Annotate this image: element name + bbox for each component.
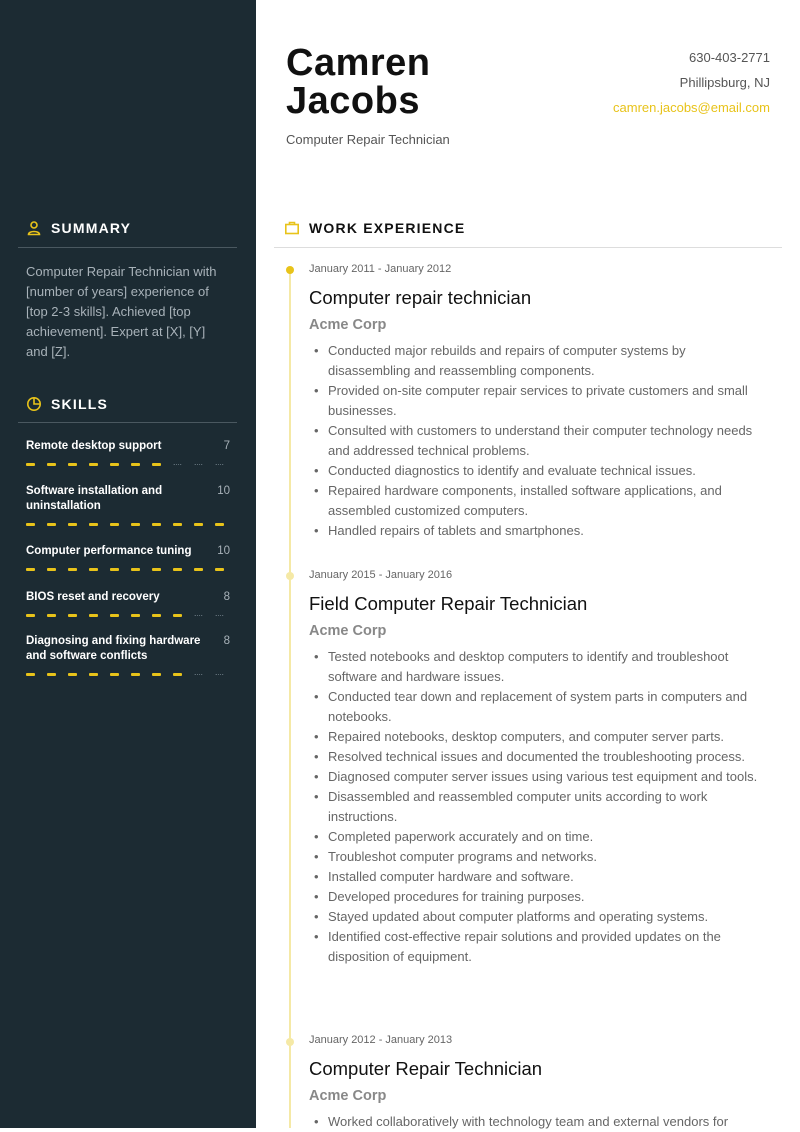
- skill-segment-empty: [194, 615, 203, 617]
- skill-segment-filled: [173, 614, 182, 617]
- skill-segment-filled: [131, 463, 140, 466]
- job-bullet: • Diagnosed computer server issues using various test equipment and tools.: [309, 767, 771, 787]
- skill-segment-filled: [68, 523, 77, 526]
- skill-segment-filled: [110, 463, 119, 466]
- job-date: January 2012 - January 2013: [309, 1034, 453, 1046]
- candidate-name: [286, 44, 546, 120]
- job-bullet: • Repaired notebooks, desktop computers, and computer server parts.: [309, 727, 771, 747]
- skill-segment-empty: [215, 615, 224, 617]
- summary-heading: [26, 220, 131, 236]
- skills-heading-label: SKILLS: [51, 396, 108, 412]
- job-bullets: [309, 341, 771, 541]
- job-company: Acme Corp: [309, 1088, 387, 1104]
- skill-segment-filled: [110, 523, 119, 526]
- job-title: Computer Repair Technician: [309, 1058, 543, 1079]
- skill-level: 7: [223, 440, 230, 452]
- skill-segment-filled: [173, 673, 182, 676]
- skill-segment-empty: [194, 464, 203, 466]
- main-content: [256, 0, 800, 1128]
- skill-segment-filled: [152, 614, 161, 617]
- skill-segment-filled: [152, 673, 161, 676]
- skill-name: BIOS reset and recovery: [26, 591, 160, 603]
- last-name: Jacobs: [286, 80, 420, 122]
- skill-segment-filled: [110, 614, 119, 617]
- skill-segment-empty: [173, 464, 182, 466]
- job-bullet: • Resolved technical issues and documented the troubleshooting process.: [309, 747, 771, 767]
- job-bullet: • Conducted diagnostics to identify and evaluate technical issues.: [309, 461, 771, 481]
- job-bullet: • Handled repairs of tablets and smartphones.: [309, 521, 771, 541]
- job-bullet: • Stayed updated about computer platforms and operating systems.: [309, 907, 771, 927]
- job-bullet: • Conducted major rebuilds and repairs of computer systems by disassembling and reassembling components.: [309, 341, 771, 381]
- skill-item: [26, 590, 230, 617]
- job-date: January 2015 - January 2016: [309, 569, 453, 581]
- skill-segment-filled: [110, 568, 119, 571]
- first-name: Camren: [286, 42, 431, 84]
- sidebar: [0, 0, 256, 1128]
- experience-heading: [284, 220, 465, 236]
- skill-segment-empty: [194, 674, 203, 676]
- job-bullet: • Provided on-site computer repair services to private customers and small businesses.: [309, 381, 771, 421]
- summary-divider: [18, 247, 237, 248]
- skills-divider: [18, 422, 237, 423]
- location: Phillipsburg, NJ: [679, 75, 770, 90]
- skill-segment-filled: [26, 614, 35, 617]
- job-company: Acme Corp: [309, 317, 387, 333]
- summary-heading-label: SUMMARY: [51, 220, 132, 236]
- job-bullet: • Installed computer hardware and software.: [309, 867, 771, 887]
- skill-segment-filled: [89, 523, 98, 526]
- timeline-dot: [286, 1038, 294, 1046]
- skill-level: 10: [217, 545, 230, 557]
- job-bullet: • Repaired hardware components, installed software applications, and assembled customized computers.: [309, 481, 771, 521]
- job-bullet: • Troubleshot computer programs and networks.: [309, 847, 771, 867]
- skill-bar: [26, 673, 230, 676]
- skill-segment-filled: [26, 568, 35, 571]
- job-bullet: • Worked collaboratively with technology team and external vendors for: [309, 1112, 771, 1132]
- job-bullet: • Identified cost-effective repair solutions and provided updates on the disposition of equipment.: [309, 927, 771, 967]
- skill-segment-filled: [89, 463, 98, 466]
- skill-segment-filled: [26, 463, 35, 466]
- skill-bar: [26, 523, 230, 526]
- skills-heading: [26, 396, 108, 412]
- skill-item: [26, 634, 230, 676]
- job-company: Acme Corp: [309, 623, 387, 639]
- timeline-dot: [286, 266, 294, 274]
- job-date: January 2011 - January 2012: [309, 263, 452, 275]
- skill-level: 8: [223, 635, 230, 647]
- skill-bar: [26, 614, 230, 617]
- job-bullet: • Developed procedures for training purposes.: [309, 887, 771, 907]
- skill-name: Software installation and uninstallation: [26, 485, 163, 512]
- skill-segment-filled: [47, 463, 56, 466]
- job-bullet: • Consulted with customers to understand their computer technology needs and addressed technical problems.: [309, 421, 771, 461]
- skill-segment-filled: [194, 568, 203, 571]
- skill-segment-filled: [173, 568, 182, 571]
- job-bullet: • Conducted tear down and replacement of system parts in computers and notebooks.: [309, 687, 771, 727]
- skill-segment-filled: [152, 568, 161, 571]
- experience-heading-label: WORK EXPERIENCE: [309, 220, 466, 236]
- job-bullets: [309, 647, 771, 967]
- skill-name: Remote desktop support: [26, 440, 162, 452]
- skill-segment-filled: [152, 523, 161, 526]
- job-entry: [309, 1034, 771, 1132]
- skill-name: Computer performance tuning: [26, 545, 192, 557]
- job-bullet: • Tested notebooks and desktop computers to identify and troubleshoot software and hardware issues.: [309, 647, 771, 687]
- person-icon: [26, 220, 42, 236]
- skill-segment-filled: [173, 523, 182, 526]
- skill-bar: [26, 463, 230, 466]
- skill-segment-filled: [215, 523, 224, 526]
- skill-item: [26, 484, 230, 526]
- skill-name: Diagnosing and fixing hardware and software conflicts: [26, 635, 201, 662]
- job-entry: [309, 569, 771, 967]
- skill-segment-filled: [131, 523, 140, 526]
- skill-segment-filled: [68, 673, 77, 676]
- skill-segment-filled: [47, 523, 56, 526]
- skill-segment-filled: [68, 614, 77, 617]
- skill-segment-filled: [68, 568, 77, 571]
- skill-segment-filled: [47, 568, 56, 571]
- experience-divider: [274, 247, 782, 248]
- job-title-headline: Computer Repair Technician: [286, 132, 450, 147]
- skill-segment-filled: [26, 523, 35, 526]
- email-link[interactable]: camren.jacobs@email.com: [613, 100, 770, 115]
- phone: 630-403-2771: [689, 50, 770, 65]
- skill-segment-empty: [215, 674, 224, 676]
- skill-segment-empty: [215, 464, 224, 466]
- contact-block: [613, 50, 770, 125]
- job-bullet: • Completed paperwork accurately and on time.: [309, 827, 771, 847]
- skill-level: 8: [223, 591, 230, 603]
- skill-segment-filled: [110, 673, 119, 676]
- skill-segment-filled: [131, 673, 140, 676]
- briefcase-icon: [284, 220, 300, 236]
- pie-chart-icon: [26, 396, 42, 412]
- skill-segment-filled: [26, 673, 35, 676]
- timeline-line: [289, 268, 291, 1128]
- job-bullets: [309, 1112, 771, 1132]
- skill-bar: [26, 568, 230, 571]
- skill-segment-filled: [47, 614, 56, 617]
- skill-item: [26, 544, 230, 571]
- skill-segment-filled: [131, 614, 140, 617]
- skill-segment-filled: [131, 568, 140, 571]
- skill-segment-filled: [152, 463, 161, 466]
- skill-segment-filled: [215, 568, 224, 571]
- skill-segment-filled: [68, 463, 77, 466]
- skill-segment-filled: [89, 568, 98, 571]
- timeline-dot: [286, 572, 294, 580]
- skill-segment-filled: [47, 673, 56, 676]
- skill-item: [26, 439, 230, 466]
- skill-segment-filled: [194, 523, 203, 526]
- skill-level: 10: [217, 485, 230, 497]
- skill-segment-filled: [89, 673, 98, 676]
- job-bullet: • Disassembled and reassembled computer units according to work instructions.: [309, 787, 771, 827]
- job-title: Computer repair technician: [309, 287, 532, 308]
- summary-text: Computer Repair Technician with [number of years] experience of [top 2-3 skills]. Achieved [top achievement]. Expert at [X], [Y] and [Z].: [26, 264, 217, 359]
- job-entry: [309, 263, 771, 541]
- job-title: Field Computer Repair Technician: [309, 593, 588, 614]
- skill-segment-filled: [89, 614, 98, 617]
